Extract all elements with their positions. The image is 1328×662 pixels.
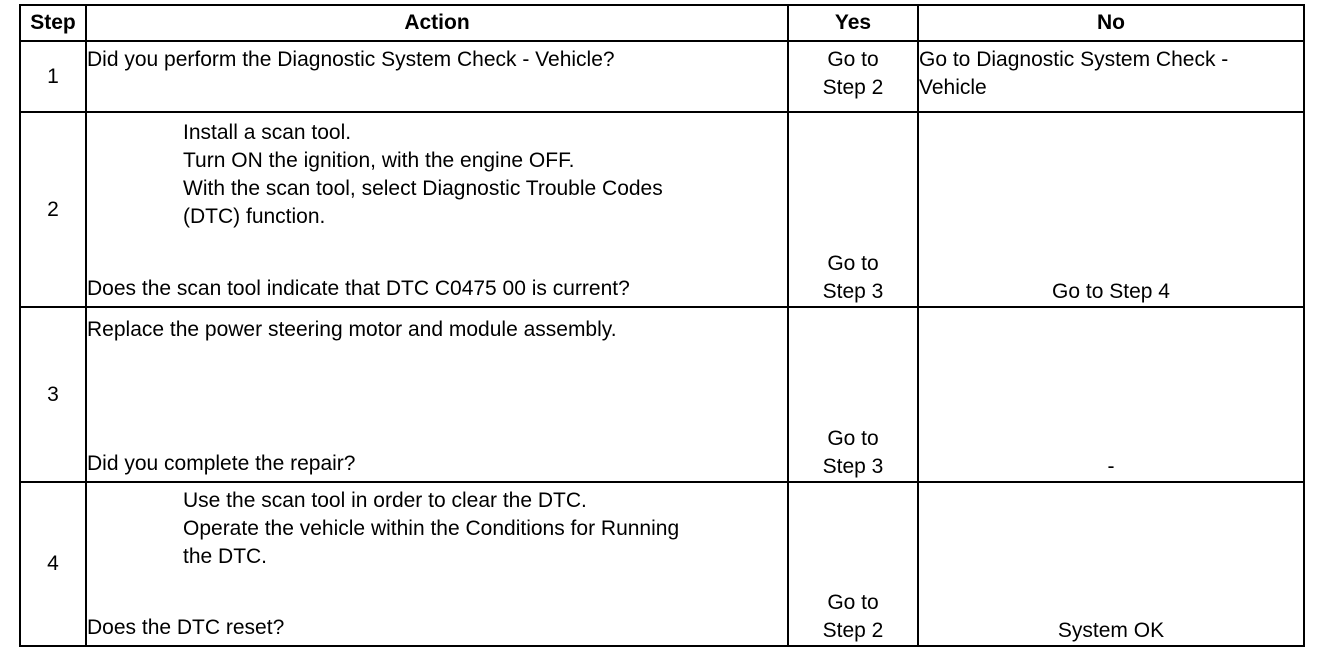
step-number: 4 [20, 482, 86, 646]
header-row [20, 5, 1304, 41]
substep-text: With the scan tool, select Diagnostic Trouble Codes [183, 177, 663, 200]
no-cell [918, 482, 1304, 646]
header-yes: Yes [788, 5, 918, 41]
no-line: Vehicle [919, 76, 987, 99]
yes-cell [788, 307, 918, 482]
question-text: Does the DTC reset? [87, 616, 285, 639]
header-no: No [918, 5, 1304, 41]
table-row [20, 482, 1304, 646]
yes-cell [788, 112, 918, 307]
no-line: System OK [1057, 619, 1165, 642]
step-number: 1 [20, 41, 86, 112]
yes-cell [788, 41, 918, 112]
action-cell [86, 307, 788, 482]
table-row [20, 112, 1304, 307]
yes-line: Step 2 [822, 76, 884, 99]
no-line: Go to Step 4 [1052, 280, 1170, 303]
substep-text: the DTC. [183, 545, 268, 568]
question-text: Does the scan tool indicate that DTC C0475 00 is current? [87, 277, 630, 300]
yes-cell [788, 482, 918, 646]
yes-line: Go to [827, 591, 879, 614]
substep-text: Install a scan tool. [183, 121, 352, 144]
yes-line: Go to [827, 252, 879, 275]
no-line: Go to Diagnostic System Check - [919, 48, 1229, 71]
action-cell [86, 482, 788, 646]
yes-line: Go to [827, 427, 879, 450]
header-step: Step [20, 5, 86, 41]
no-line: - [1107, 455, 1115, 478]
no-cell [918, 41, 1304, 112]
yes-line: Step 2 [822, 619, 884, 642]
yes-line: Step 3 [822, 280, 884, 303]
substep-text: Turn ON the ignition, with the engine OFF. [183, 149, 575, 172]
question-text: Did you perform the Diagnostic System Check - Vehicle? [87, 48, 615, 71]
no-cell [918, 112, 1304, 307]
yes-line: Go to [827, 48, 879, 71]
table-row [20, 41, 1304, 112]
step-number: 2 [20, 112, 86, 307]
step-number: 3 [20, 307, 86, 482]
yes-line: Step 3 [822, 455, 884, 478]
no-cell [918, 307, 1304, 482]
substep-text: Use the scan tool in order to clear the DTC. [183, 489, 587, 512]
action-cell [86, 112, 788, 307]
action-cell [86, 41, 788, 112]
diagnostic-table [19, 4, 1305, 647]
question-text: Did you complete the repair? [87, 452, 356, 475]
header-action: Action [86, 5, 788, 41]
table-row [20, 307, 1304, 482]
substep-text: (DTC) function. [183, 205, 326, 228]
substep-text: Operate the vehicle within the Conditions for Running [183, 517, 680, 540]
action-instruction: Replace the power steering motor and module assembly. [87, 318, 617, 341]
